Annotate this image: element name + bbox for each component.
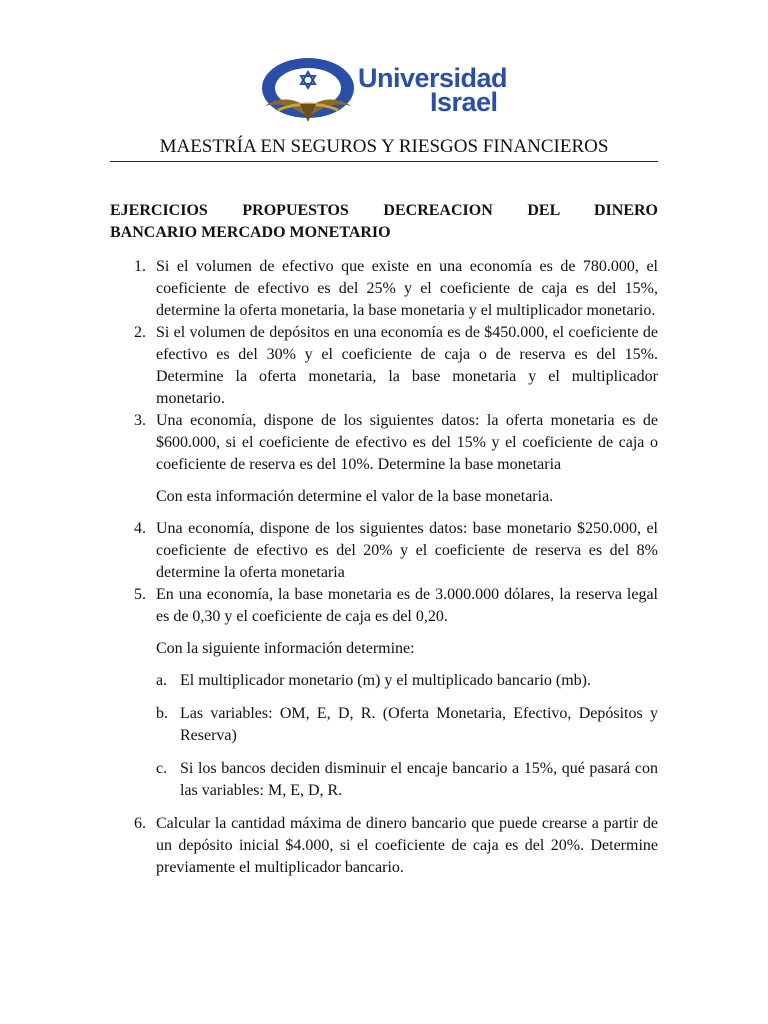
logo-brand-line2: Israel bbox=[430, 87, 498, 117]
heading-line2: BANCARIO MERCADO MONETARIO bbox=[110, 224, 391, 241]
exercise-5-intro: Con la siguiente información determine: bbox=[156, 640, 415, 657]
sub-item-letter: c. bbox=[156, 760, 168, 777]
exercise-number: 3. bbox=[134, 412, 146, 429]
sub-item-letter: b. bbox=[156, 705, 168, 722]
sub-item-a bbox=[110, 670, 658, 692]
logo-brand-line1: Universidad bbox=[358, 63, 508, 93]
sub-item-text: Las variables: OM, E, D, R. (Oferta Monetaria, Efectivo, Depósitos y Reserva) bbox=[180, 705, 658, 744]
exercise-item-6 bbox=[110, 813, 658, 879]
exercise-text: Una economía, dispone de los siguientes datos: base monetario $250.000, el coeficiente de efectivo es del 20% y el coeficiente de reserva es del 8% determine la oferta monetaria bbox=[156, 520, 658, 581]
exercise-text: Calcular la cantidad máxima de dinero bancario que puede crearse a partir de un depósito inicial $4.000, si el coeficiente de caja es del 20%. Determine previamente el multiplicador bancario. bbox=[156, 815, 658, 876]
exercise-list bbox=[110, 256, 658, 879]
exercise-number: 1. bbox=[134, 258, 146, 275]
exercise-item-3 bbox=[110, 410, 658, 476]
page-title: MAESTRÍA EN SEGUROS Y RIESGOS FINANCIEROS bbox=[110, 136, 658, 162]
heading-line1: EJERCICIOS PROPUESTOS DECREACION DEL DINERO bbox=[110, 202, 658, 219]
exercise-number: 5. bbox=[134, 586, 146, 603]
section-heading bbox=[110, 200, 658, 244]
exercise-text: Si el volumen de depósitos en una economía es de $450.000, el coeficiente de efectivo es del 30% y el coeficiente de caja o de reserva es del 15%. Determine la oferta monetaria, la base monetaria y el multiplicador monetario. bbox=[156, 324, 658, 407]
university-logo bbox=[258, 52, 518, 128]
exercise-text: Una economía, dispone de los siguientes datos: la oferta monetaria es de $600.000, si el coeficiente de efectivo es del 15% y el coeficiente de caja o coeficiente de reserva es del 10%. Determine la base monetaria bbox=[156, 412, 658, 473]
exercise-text: Si el volumen de efectivo que existe en una economía es de 780.000, el coeficiente de efectivo es del 25% y el coeficiente de caja es del 15%, determine la oferta monetaria, la base monetaria y el multiplicador monetario. bbox=[156, 258, 658, 319]
exercise-text: En una economía, la base monetaria es de 3.000.000 dólares, la reserva legal es de 0,30 y el coeficiente de caja es del 0,20. bbox=[156, 586, 658, 625]
sub-item-text: Si los bancos deciden disminuir el encaje bancario a 15%, qué pasará con las variables: M, E, D, R. bbox=[180, 760, 658, 799]
exercise-item-1 bbox=[110, 256, 658, 322]
exercise-number: 6. bbox=[134, 815, 146, 832]
logo-wordmark bbox=[358, 63, 508, 117]
exercise-item-2 bbox=[110, 322, 658, 410]
exercise-item-5 bbox=[110, 584, 658, 628]
sub-item-text: El multiplicador monetario (m) y el multiplicado bancario (mb). bbox=[180, 672, 591, 689]
exercise-3-note: Con esta información determine el valor de la base monetaria. bbox=[156, 488, 554, 505]
sub-item-letter: a. bbox=[156, 672, 168, 689]
sub-item-b bbox=[110, 703, 658, 747]
exercise-number: 4. bbox=[134, 520, 146, 537]
exercise-item-4 bbox=[110, 518, 658, 584]
exercise-number: 2. bbox=[134, 324, 146, 341]
seal-emblem-icon bbox=[258, 52, 358, 128]
sub-item-c bbox=[110, 758, 658, 802]
